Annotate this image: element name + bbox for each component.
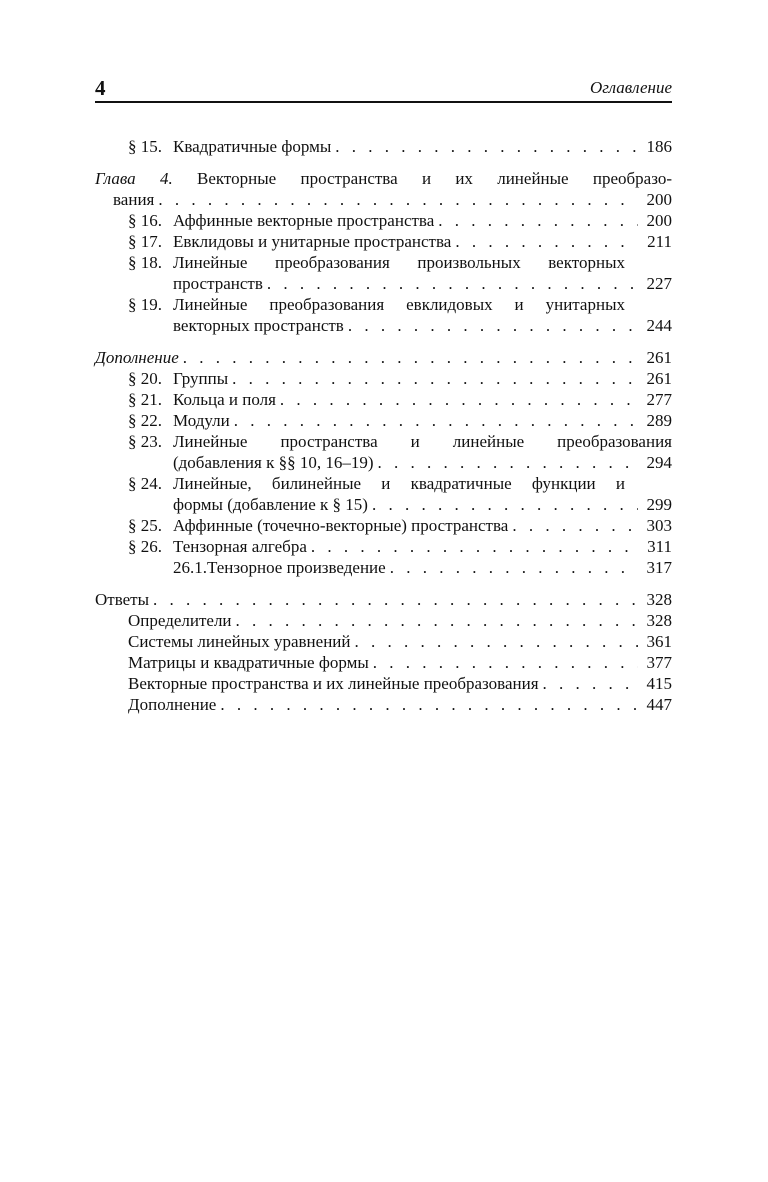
toc-entry-answers[interactable] — [95, 589, 672, 610]
page-ref: 244 — [646, 316, 672, 335]
toc-entry-s19[interactable] — [95, 294, 672, 336]
section-title: Квадратичные формы — [173, 137, 332, 156]
leader-dots — [373, 652, 638, 673]
page-ref: 377 — [646, 653, 672, 672]
section-number: § 26. — [128, 537, 162, 556]
section-title: Аффинные (точечно-векторные) пространства — [173, 516, 509, 535]
toc-entry-s18[interactable] — [95, 252, 672, 294]
page-ref: 361 — [646, 632, 672, 651]
section-title-line1: Линейные пространства и линейные преобразования — [173, 432, 672, 451]
toc-entry-s24[interactable] — [95, 473, 672, 515]
leader-dots — [335, 136, 638, 157]
leader-dots — [153, 589, 638, 610]
page-ref: 200 — [646, 211, 672, 230]
section-number: § 24. — [128, 474, 162, 493]
section-title-line2: пространств — [173, 274, 263, 293]
section-title: Аффинные векторные пространства — [173, 211, 435, 230]
toc-entry-s16[interactable] — [95, 210, 672, 231]
toc-entry-s20[interactable] — [95, 368, 672, 389]
leader-dots — [455, 231, 638, 252]
page-header — [95, 74, 672, 103]
page-ref: 277 — [646, 390, 672, 409]
chapter-label: Глава 4. — [95, 169, 173, 188]
toc-entry-s17[interactable] — [95, 231, 672, 252]
page-ref: 299 — [646, 495, 672, 514]
page-ref: 289 — [646, 411, 672, 430]
entry-title: Определители — [128, 611, 232, 630]
leader-dots — [348, 315, 638, 336]
page-ref: 415 — [646, 674, 672, 693]
page-ref: 447 — [646, 695, 672, 714]
page-ref: 211 — [647, 232, 672, 251]
page-ref: 261 — [646, 369, 672, 388]
toc-entry-s26[interactable] — [95, 536, 672, 557]
section-number: § 15. — [128, 137, 162, 156]
leader-dots — [378, 452, 638, 473]
toc-entry-answers-supplement[interactable] — [95, 694, 672, 715]
section-number: § 18. — [128, 253, 162, 272]
page-ref: 317 — [646, 558, 672, 577]
entry-title: Системы линейных уравнений — [128, 632, 351, 651]
section-number: § 16. — [128, 211, 162, 230]
leader-dots — [280, 389, 638, 410]
leader-dots — [438, 210, 638, 231]
entry-title: Дополнение — [128, 695, 217, 714]
part-title: Ответы — [95, 590, 150, 609]
leader-dots — [220, 694, 638, 715]
leader-dots — [183, 347, 638, 368]
section-number: § 25. — [128, 516, 162, 535]
section-number: § 21. — [128, 390, 162, 409]
page-ref: 294 — [646, 453, 672, 472]
page-ref: 311 — [647, 537, 672, 556]
page-ref: 200 — [646, 190, 672, 209]
leader-dots — [234, 410, 638, 431]
section-title: Кольца и поля — [173, 390, 276, 409]
section-number: § 20. — [128, 369, 162, 388]
section-title: Евклидовы и унитарные пространства — [173, 232, 452, 251]
section-title-line1: Линейные преобразования евклидовых и унитарных — [173, 295, 625, 314]
toc-entry-s23[interactable] — [95, 431, 672, 473]
leader-dots — [355, 631, 639, 652]
leader-dots — [311, 536, 638, 557]
section-number: § 23. — [128, 432, 162, 451]
leader-dots — [267, 273, 638, 294]
section-number: § 19. — [128, 295, 162, 314]
toc-entry-answers-linear-systems[interactable] — [95, 631, 672, 652]
subsection-title: 26.1.Тензорное произведение — [173, 558, 386, 577]
entry-title: Векторные пространства и их линейные преобразования — [128, 674, 539, 693]
toc-entry-chapter-4[interactable] — [95, 168, 672, 210]
toc-entry-answers-determinants[interactable] — [95, 610, 672, 631]
section-title-line1: Линейные, билинейные и квадратичные функции и — [173, 474, 625, 493]
leader-dots — [232, 368, 638, 389]
section-number: § 22. — [128, 411, 162, 430]
section-title: Группы — [173, 369, 229, 388]
section-title-line2: векторных пространств — [173, 316, 344, 335]
chapter-title-line2: вания — [113, 190, 155, 209]
toc-entry-answers-vector-spaces[interactable] — [95, 673, 672, 694]
toc-entry-supplement[interactable] — [95, 347, 672, 368]
page-ref: 261 — [646, 348, 672, 367]
toc-entry-s26-1[interactable] — [95, 557, 672, 578]
page-number: 4 — [95, 76, 106, 100]
section-title-line2: (добавления к §§ 10, 16–19) — [173, 453, 374, 472]
part-title: Дополнение — [95, 348, 179, 367]
toc-entry-s25[interactable] — [95, 515, 672, 536]
page-ref: 328 — [646, 611, 672, 630]
table-of-contents — [95, 136, 672, 715]
section-title-line2: формы (добавление к § 15) — [173, 495, 368, 514]
chapter-title-line1: Векторные пространства и их линейные преобразо- — [197, 169, 673, 188]
toc-entry-s22[interactable] — [95, 410, 672, 431]
toc-entry-s15[interactable] — [95, 136, 672, 157]
section-title: Модули — [173, 411, 230, 430]
page-ref: 328 — [646, 590, 672, 609]
running-title: Оглавление — [589, 78, 672, 97]
leader-dots — [236, 610, 638, 631]
leader-dots — [158, 189, 638, 210]
toc-entry-answers-matrices[interactable] — [95, 652, 672, 673]
section-title: Тензорная алгебра — [173, 537, 307, 556]
leader-dots — [390, 557, 638, 578]
leader-dots — [372, 494, 638, 515]
section-title-line1: Линейные преобразования произвольных векторных — [173, 253, 625, 272]
section-number: § 17. — [128, 232, 162, 251]
leader-dots — [512, 515, 638, 536]
toc-entry-s21[interactable] — [95, 389, 672, 410]
leader-dots — [543, 673, 638, 694]
page-ref: 186 — [646, 137, 672, 156]
page-ref: 227 — [646, 274, 672, 293]
entry-title: Матрицы и квадратичные формы — [128, 653, 369, 672]
page-ref: 303 — [646, 516, 672, 535]
